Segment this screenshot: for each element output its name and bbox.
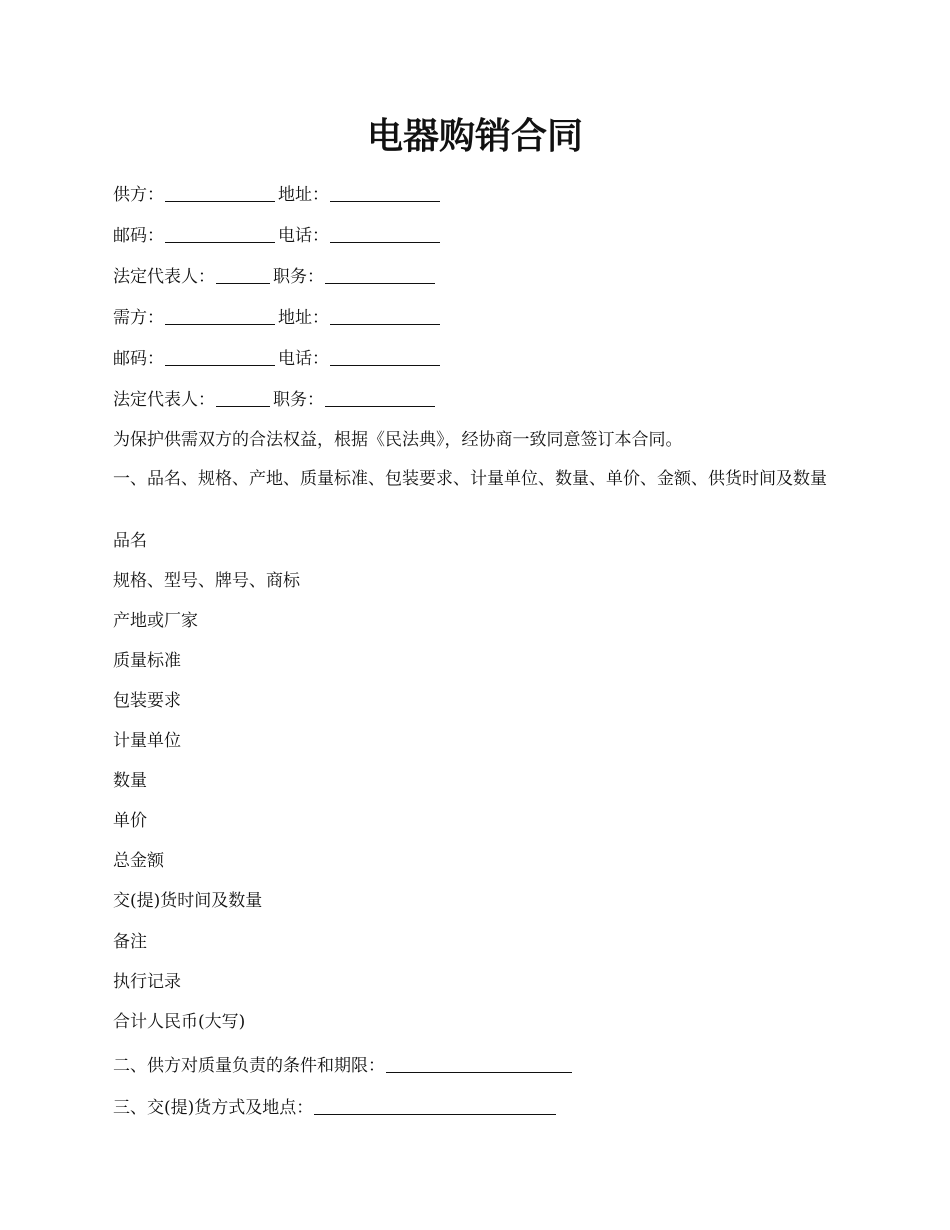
supplier-address-label: 地址： [278,185,329,205]
buyer-address-label: 地址： [278,308,329,328]
buyer-rep-line [113,387,843,411]
buyer-rep-blank[interactable] [216,389,270,407]
buyer-position-blank[interactable] [325,389,435,407]
list-item: 执行记录 [113,972,181,992]
list-item: 质量标准 [113,651,181,671]
list-item: 数量 [113,771,147,791]
supplier-phone-blank[interactable] [330,225,440,243]
section3-label: 三、交(提)货方式及地点： [113,1098,314,1118]
list-item: 交(提)货时间及数量 [113,891,263,911]
buyer-address-blank[interactable] [330,307,440,325]
list-item: 备注 [113,932,147,952]
buyer-label: 需方： [113,308,164,328]
buyer-line [113,305,843,329]
supplier-position-label: 职务： [273,267,324,287]
supplier-contact-line [113,223,843,247]
list-item: 合计人民币(大写) [113,1012,246,1032]
supplier-label: 供方： [113,185,164,205]
list-item: 产地或厂家 [113,611,198,631]
buyer-blank[interactable] [165,307,275,325]
list-item: 计量单位 [113,731,181,751]
supplier-position-blank[interactable] [325,266,435,284]
list-item: 总金额 [113,851,164,871]
intro-paragraph: 为保护供需双方的合法权益，根据《民法典》，经协商一致同意签订本合同。 [113,430,683,450]
section3-line [113,1095,843,1119]
supplier-phone-label: 电话： [278,226,329,246]
buyer-phone-label: 电话： [278,349,329,369]
list-item: 单价 [113,811,147,831]
buyer-rep-label: 法定代表人： [113,390,215,410]
section2-blank[interactable] [386,1055,572,1073]
supplier-rep-label: 法定代表人： [113,267,215,287]
buyer-postcode-blank[interactable] [165,348,275,366]
supplier-postcode-blank[interactable] [165,225,275,243]
buyer-postcode-label: 邮码： [113,349,164,369]
list-item: 品名 [113,531,147,551]
buyer-contact-line [113,346,843,370]
supplier-address-blank[interactable] [330,184,440,202]
buyer-position-label: 职务： [273,390,324,410]
supplier-rep-line [113,264,843,288]
section2-line [113,1053,843,1077]
document-title: 电器购销合同 [366,115,583,157]
section3-blank[interactable] [314,1097,556,1115]
supplier-blank[interactable] [165,184,275,202]
section1-heading: 一、品名、规格、产地、质量标准、包装要求、计量单位、数量、单价、金额、供货时间及数量 [113,469,827,489]
supplier-postcode-label: 邮码： [113,226,164,246]
list-item: 包装要求 [113,691,181,711]
supplier-line [113,182,843,206]
section2-label: 二、供方对质量负责的条件和期限： [113,1056,385,1076]
buyer-phone-blank[interactable] [330,348,440,366]
supplier-rep-blank[interactable] [216,266,270,284]
list-item: 规格、型号、牌号、商标 [113,571,300,591]
